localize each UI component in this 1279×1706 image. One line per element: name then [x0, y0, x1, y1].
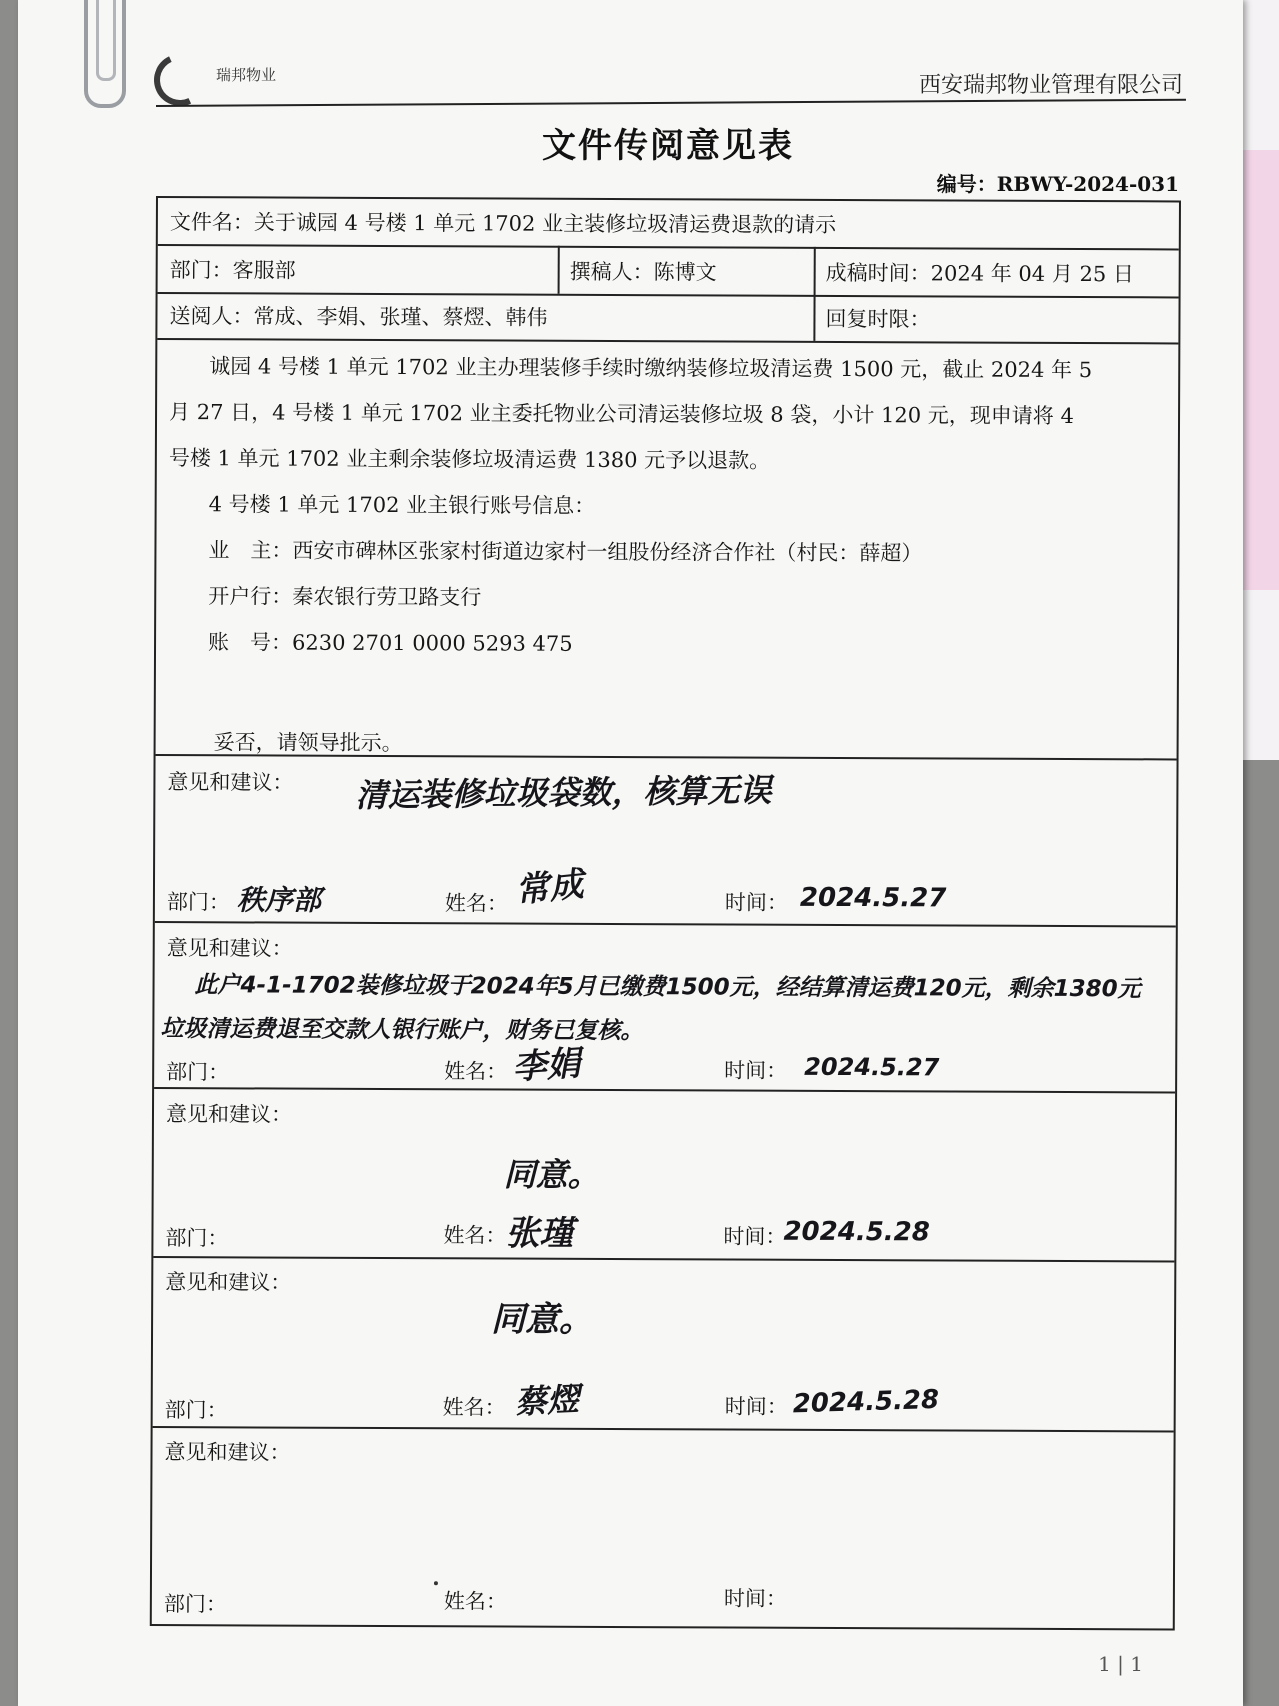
handwritten-comment: 垃圾清运费退至交款人银行账户，财务已复核。	[160, 1016, 644, 1045]
signature: 张瑾	[505, 1213, 574, 1254]
closing-line: 妥否，请领导批示。	[213, 730, 403, 756]
handwritten-date: 2024.5.28	[792, 1384, 940, 1420]
opinion-label: 意见和建议：	[167, 770, 294, 795]
dept-label: 部门：	[166, 890, 230, 915]
opinion-label: 意见和建议：	[166, 936, 293, 961]
handwritten-comment: 同意。	[503, 1155, 600, 1194]
row-divider	[154, 1087, 1175, 1093]
account-row: 账 号：6230 2701 0000 5293 475	[208, 630, 573, 656]
time-label: 时间：	[724, 1394, 788, 1419]
document-number: 编号：RBWY-2024-031	[936, 172, 1179, 196]
opinion-label: 意见和建议：	[165, 1102, 293, 1127]
time-label: 时间：	[724, 1058, 788, 1083]
name-label: 姓名：	[443, 1589, 507, 1614]
dept-label: 部门：	[164, 1398, 228, 1423]
col-divider	[558, 246, 560, 294]
name-label: 姓名：	[444, 891, 508, 916]
document-page	[18, 0, 1243, 1706]
row-divider	[155, 921, 1176, 927]
paper-clip-inner	[96, 0, 116, 81]
signature: 蔡熤	[513, 1380, 580, 1422]
company-name: 西安瑞邦物业管理有限公司	[918, 73, 1183, 98]
body-line: 号楼 1 单元 1702 业主剩余装修垃圾清运费 1380 元予以退款。	[168, 446, 771, 473]
department-field: 部门：客服部	[169, 258, 296, 283]
name-label: 姓名：	[444, 1059, 508, 1084]
handwritten-dept: 秩序部	[236, 883, 322, 917]
reply-deadline-field: 回复时限：	[825, 306, 931, 332]
logo-text: 瑞邦物业	[216, 66, 277, 84]
row-divider	[158, 244, 1179, 250]
col-divider	[813, 247, 815, 341]
handwritten-date: 2024.5.28	[783, 1216, 930, 1248]
opinion-label: 意见和建议：	[165, 1270, 292, 1295]
dept-label: 部门：	[163, 1592, 227, 1617]
page-number: 1 | 1	[1098, 1652, 1143, 1676]
row-divider	[158, 292, 1179, 298]
handwritten-comment: 此户4-1-1702装修垃圾于2024年5月已缴费1500元，经结算清运费120元，剩余1380元	[194, 972, 1141, 1003]
row-divider	[153, 1256, 1174, 1262]
time-label: 时间：	[723, 1586, 787, 1611]
name-label: 姓名：	[442, 1395, 506, 1420]
dept-label: 部门：	[165, 1226, 229, 1251]
file-name: 文件名：关于诚园 4 号楼 1 单元 1702 业主装修垃圾清运费退款的请示	[169, 210, 837, 237]
opinion-label: 意见和建议：	[164, 1440, 291, 1465]
draft-time-field: 成稿时间：2024 年 04 月 25 日	[825, 260, 1134, 287]
handwritten-comment: 同意。	[491, 1299, 594, 1340]
ink-dot	[434, 1581, 438, 1585]
readers-field: 送阅人：常成、李娟、张瑾、蔡熤、韩伟	[169, 304, 548, 330]
handwritten-comment: 清运装修垃圾袋数，核算无误	[355, 771, 772, 815]
handwritten-date: 2024.5.27	[799, 882, 947, 914]
dept-label: 部门：	[166, 1060, 230, 1085]
bank-row: 开户行：秦农银行劳卫路支行	[208, 584, 482, 610]
signature: 常成	[513, 864, 586, 912]
signature: 李娟	[511, 1043, 582, 1088]
handwritten-date: 2024.5.27	[804, 1052, 940, 1082]
header-divider	[156, 99, 1186, 107]
row-divider	[153, 1426, 1174, 1432]
time-label: 时间：	[724, 890, 788, 915]
body-line: 月 27 日，4 号楼 1 单元 1702 业主委托物业公司清运装修垃圾 8 袋，小计 120 元，现申请将 4	[169, 400, 1074, 429]
body-line: 4 号楼 1 单元 1702 业主银行账号信息：	[208, 492, 596, 518]
owner-row: 业 主：西安市碑林区张家村街道边家村一组股份经济合作社（村民：薛超）	[208, 538, 923, 566]
page-title: 文件传阅意见表	[542, 126, 794, 166]
name-label: 姓名：	[443, 1223, 507, 1248]
company-logo-icon	[147, 47, 214, 114]
time-label: 时间：	[723, 1224, 787, 1249]
routing-form	[150, 196, 1181, 1630]
drafter-field: 撰稿人：陈博文	[569, 259, 717, 285]
body-line: 诚园 4 号楼 1 单元 1702 业主办理装修手续时缴纳装修垃圾清运费 1500 元，截止 2024 年 5	[209, 354, 1093, 383]
row-divider	[157, 338, 1178, 344]
